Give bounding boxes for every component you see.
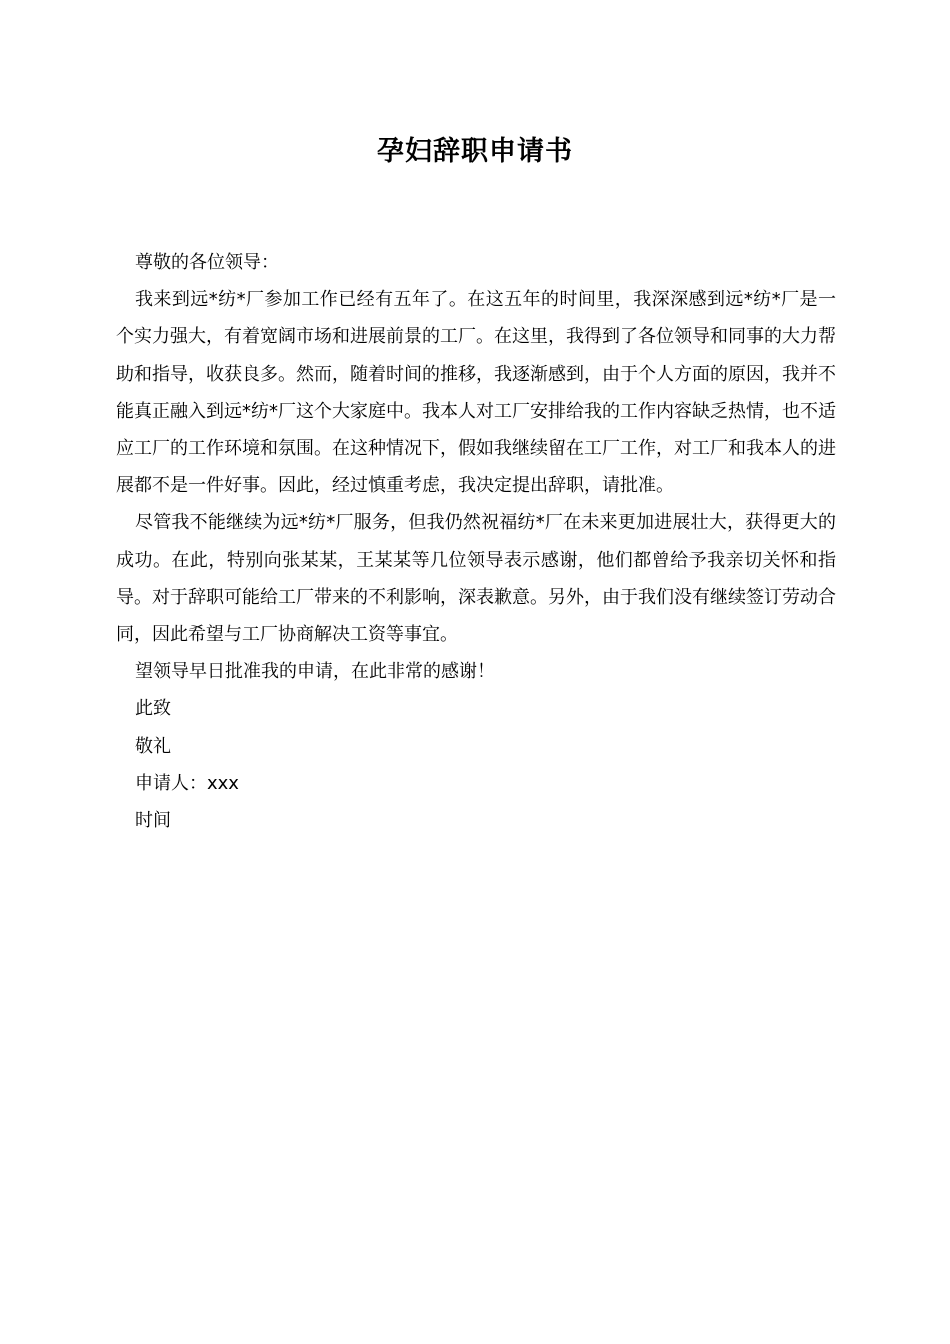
paragraph-3: 望领导早日批准我的申请，在此非常的感谢！ — [135, 661, 495, 683]
document-title: 孕妇辞职申请书 — [377, 136, 573, 167]
document-body — [116, 244, 836, 839]
closing-line-2: 敬礼 — [135, 735, 171, 757]
salutation: 尊敬的各位领导： — [135, 252, 279, 273]
paragraph-2: 尽管我不能继续为远*纺*厂服务，但我仍然祝福纺*厂在未来更加进展壮大，获得更大的成功。在此，特别向张某某，王某某等几位领导表示感谢，他们都曾给予我亲切关怀和指导。对于辞职可能给工厂带来的不利影响，深表歉意。另外，由于我们没有继续签订劳动合同，因此希望与工厂协商解决工资等事宜。 — [116, 512, 836, 646]
paragraph-1: 我来到远*纺*厂参加工作已经有五年了。在这五年的时间里，我深深感到远*纺*厂是一个实力强大，有着宽阔市场和进展前景的工厂。在这里，我得到了各位领导和同事的大力帮助和指导，收获良多。然而，随着时间的推移，我逐渐感到，由于个人方面的原因，我并不能真正融入到远*纺*厂这个大家庭中。我本人对工厂安排给我的工作内容缺乏热情，也不适应工厂的工作环境和氛围。在这种情况下，假如我继续留在工厂工作，对工厂和我本人的进展都不是一件好事。因此，经过慎重考虑，我决定提出辞职，请批准。 — [116, 289, 836, 497]
closing-line-1: 此致 — [135, 698, 171, 720]
applicant-line: 申请人：xxx — [135, 772, 239, 794]
date-line: 时间 — [135, 810, 171, 832]
